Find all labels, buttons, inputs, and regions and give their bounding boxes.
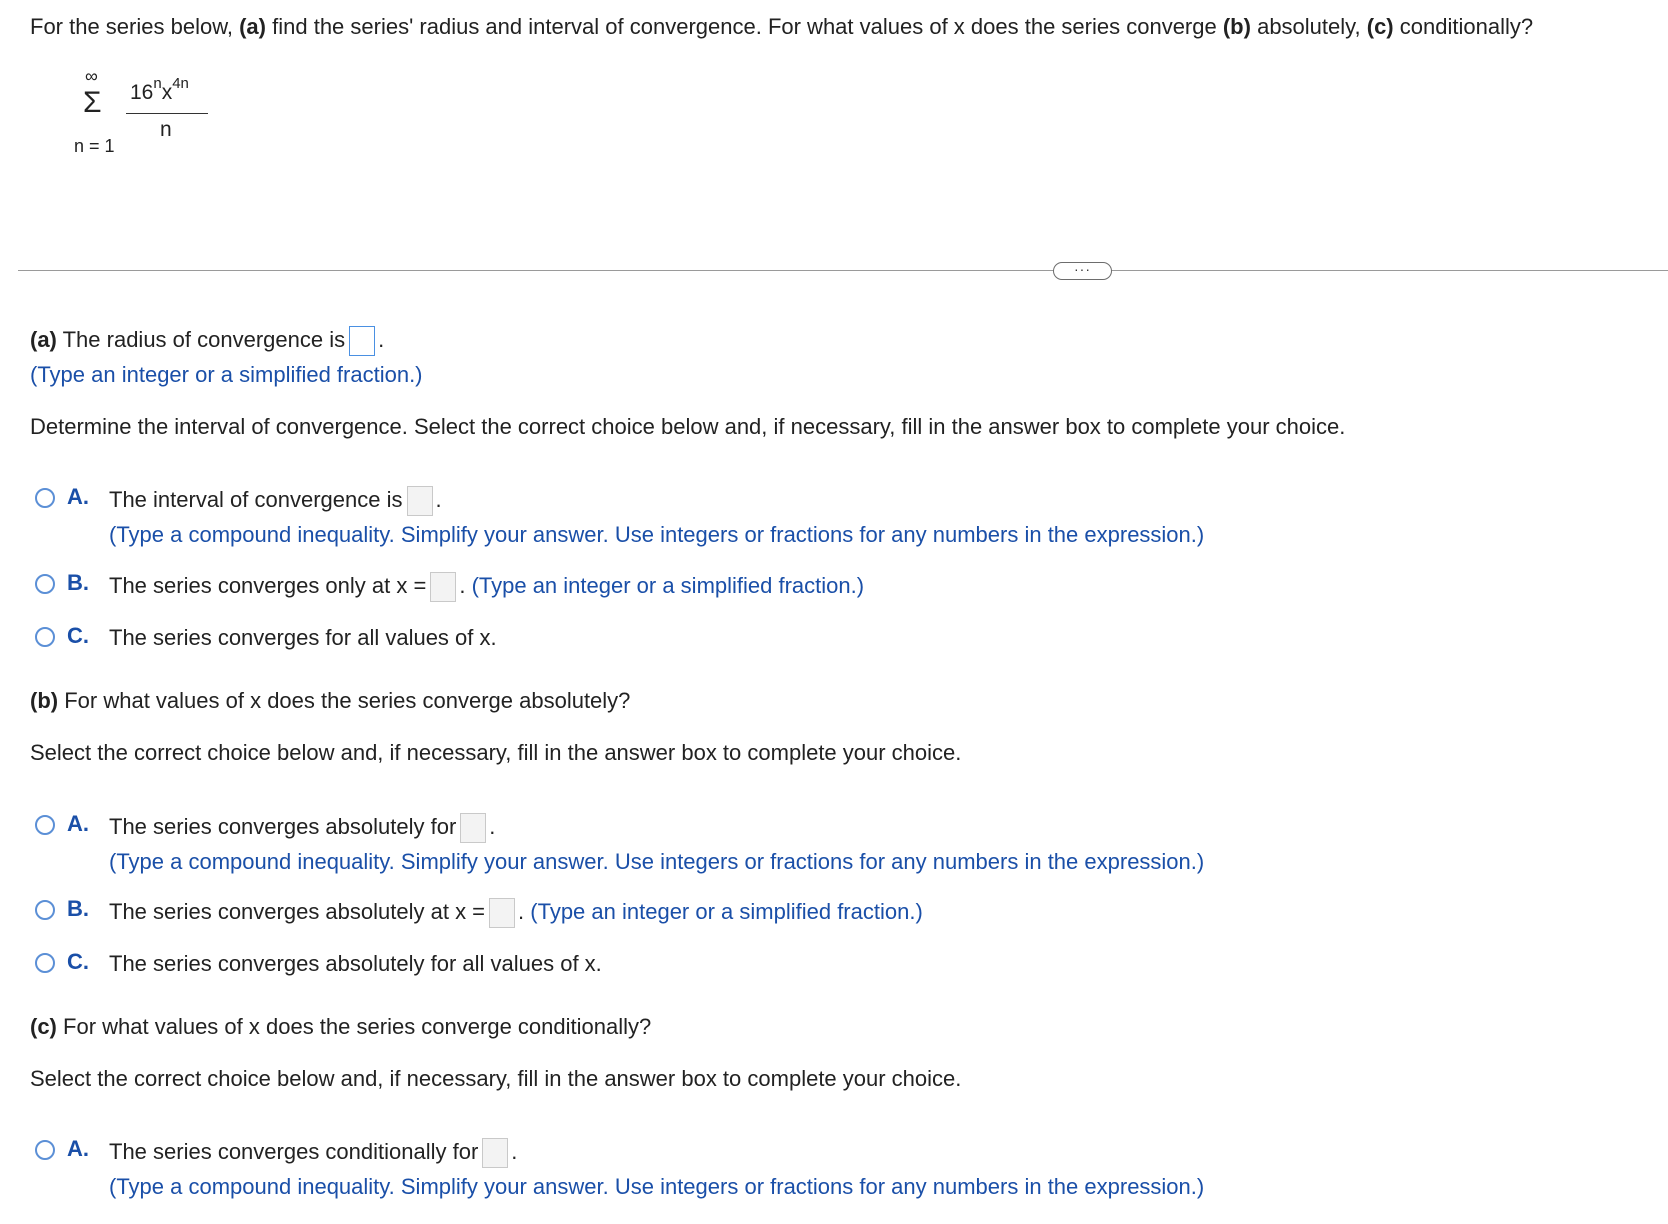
part-b-instruction: Select the correct choice below and, if necessary, fill in the answer box to complete your choice. <box>30 740 962 765</box>
part-c-instruction: Select the correct choice below and, if necessary, fill in the answer box to complete your choice. <box>30 1066 962 1091</box>
infinity-symbol: ∞ <box>85 66 98 86</box>
part-c-question: (c) For what values of x does the series converge conditionally? <box>30 1014 652 1039</box>
conditional-interval-box[interactable] <box>482 1138 508 1168</box>
part-c-choice-a-radio[interactable] <box>35 1140 55 1160</box>
part-a-choice-a: The interval of convergence is . <box>109 486 442 516</box>
denominator: n <box>160 118 172 141</box>
part-b-question: (b) For what values of x does the series converge absolutely? <box>30 688 631 713</box>
interval-answer-box[interactable] <box>407 486 433 516</box>
part-c-choice-a: The series converges conditionally for . <box>109 1138 517 1168</box>
part-b-choice-b: The series converges absolutely at x = . (Type an integer or a simplified fraction.) <box>109 898 923 928</box>
part-a-choice-a-radio[interactable] <box>35 488 55 508</box>
radius-answer-box[interactable] <box>349 326 375 356</box>
part-a-choice-b-radio[interactable] <box>35 574 55 594</box>
part-a-choice-a-hint: (Type a compound inequality. Simplify your answer. Use integers or fractions for any numbers in the expression.) <box>109 522 1205 547</box>
part-a-choice-c: The series converges for all values of x. <box>109 625 497 650</box>
more-options-button[interactable]: ··· <box>1053 262 1112 280</box>
part-b-choice-b-radio[interactable] <box>35 900 55 920</box>
fraction-bar <box>126 113 208 114</box>
numerator: $16^nx^{4n}$ <box>130 75 189 104</box>
series-expression <box>70 66 210 166</box>
converges-only-at-box[interactable] <box>430 572 456 602</box>
part-a-choice-c-radio[interactable] <box>35 627 55 647</box>
part-c-choice-a-hint: (Type a compound inequality. Simplify your answer. Use integers or fractions for any numbers in the expression.) <box>109 1174 1205 1199</box>
part-b-choice-c-radio[interactable] <box>35 953 55 973</box>
part-b-choice-a-radio[interactable] <box>35 815 55 835</box>
part-a-instruction: Determine the interval of convergence. Select the correct choice below and, if necessary, fill in the answer box to complete your choice. <box>30 414 1346 439</box>
section-divider <box>18 270 1668 271</box>
sigma-symbol: Σ <box>83 86 102 119</box>
part-a-hint: (Type an integer or a simplified fraction.) <box>30 362 423 387</box>
absolute-at-box[interactable] <box>489 898 515 928</box>
question-text: For the series below, (a) find the series' radius and interval of convergence. For what values of x does the series converge (b) absolutely, (c) conditionally? <box>30 14 1534 39</box>
part-a-radius-line: (a) The radius of convergence is . <box>30 326 384 356</box>
part-b-choice-c: The series converges absolutely for all values of x. <box>109 951 602 976</box>
absolute-interval-box[interactable] <box>460 813 486 843</box>
lower-bound: n = 1 <box>74 136 115 156</box>
part-a-choice-b: The series converges only at x = . (Type an integer or a simplified fraction.) <box>109 572 864 602</box>
part-b-choice-a: The series converges absolutely for . <box>109 813 495 843</box>
part-b-choice-a-hint: (Type a compound inequality. Simplify your answer. Use integers or fractions for any numbers in the expression.) <box>109 849 1205 874</box>
